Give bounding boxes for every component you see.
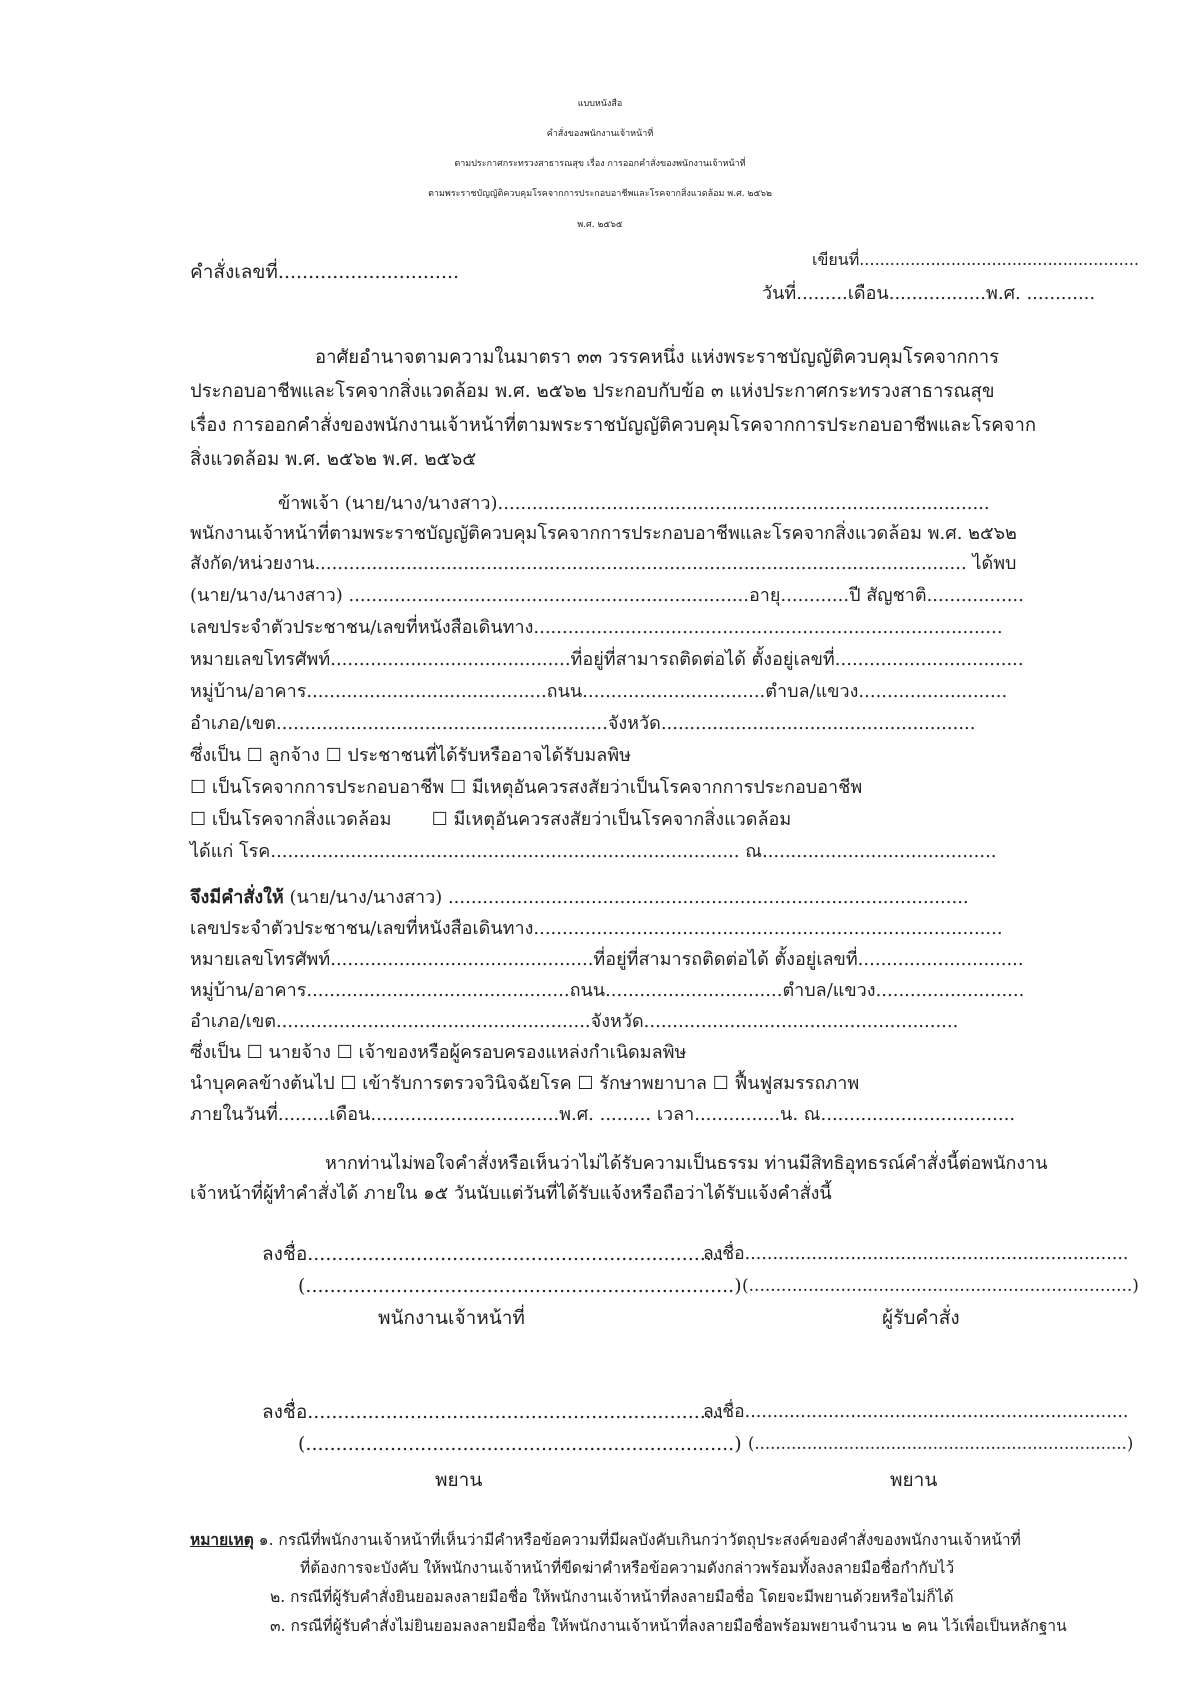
note-2: ๒. กรณีที่ผู้รับคำสั่งยินยอมลงลายมือชื่อ ให้พนักงานเจ้าหน้าที่ลงลายมือชื่อ โดยจะมีพยานด้วยหรือไม่ก็ได้	[270, 1588, 954, 1606]
intro-line: อาศัยอำนาจตามความในมาตรา ๓๓ วรรคหนึ่ง แห่งพระราชบัญญัติควบคุมโรคจากการ	[315, 347, 1000, 368]
finding-line: สังกัด/หน่วยงาน.................................................................................................................. ได้พบ	[190, 553, 1017, 574]
order-line: อำเภอ/เขต.......................................................จังหวัด.......................................................	[190, 1011, 959, 1032]
announcement-line: ตามประกาศกระทรวงสาธารณสุข เรื่อง การออกคำสั่งของพนักงานเจ้าหน้าที่	[454, 159, 746, 169]
finding-line: (นาย/นาง/นางสาว) ......................................................................อายุ............ปี สัญชาติ.................	[190, 585, 1024, 606]
officer-label: พนักงานเจ้าหน้าที่	[378, 1307, 525, 1329]
disease-field: ได้แก่ โรค.................................................................................. ณ.........................................	[190, 841, 997, 862]
appeal-line: หากท่านไม่พอใจคำสั่งหรือเห็นว่าไม่ได้รับความเป็นธรรม ท่านมีสิทธิอุทธรณ์คำสั่งนี้ต่อพนักงาน	[325, 1153, 1048, 1174]
order-line: ภายในวันที่.........เดือน.................................พ.ศ. ......... เวลา...............น. ณ..................................	[190, 1104, 1016, 1125]
note-line	[190, 1530, 1021, 1550]
notes-label: หมายเหตุ	[190, 1530, 254, 1549]
written-at-field: เขียนที่.......................................................	[812, 250, 1139, 269]
name-line: (.......................................................................)	[748, 1434, 1134, 1453]
date-field: วันที่.........เดือน.................พ.ศ. ............	[762, 283, 1096, 304]
order-number-field: คำสั่งเลขที่..............................	[190, 261, 460, 283]
order-line: เลขประจำตัวประชาชน/เลขที่หนังสือเดินทาง..................................................................................	[190, 918, 1003, 939]
intro-line: เรื่อง การออกคำสั่งของพนักงานเจ้าหน้าที่ตามพระราชบัญญัติควบคุมโรคจากการประกอบอาชีพและโรคจาก	[190, 415, 1037, 436]
finding-line: ข้าพเจ้า (นาย/นาง/นางสาว)......................................................................................	[278, 493, 990, 514]
finding-line: อำเภอ/เขต..........................................................จังหวัด.......................................................	[190, 713, 976, 734]
intro-line: สิ่งแวดล้อม พ.ศ. ๒๕๖๒ พ.ศ. ๒๕๖๕	[190, 449, 477, 470]
note-3: ๓. กรณีที่ผู้รับคำสั่งไม่ยินยอมลงลายมือชื่อ ให้พนักงานเจ้าหน้าที่ลงลายมือชื่อพร้อมพยานจำนวน ๒ คน ไว้เพื่อเป็นหลักฐาน	[270, 1617, 1067, 1635]
year-line: พ.ศ. ๒๕๖๕	[577, 220, 623, 230]
name-line: (.......................................................................)	[742, 1276, 1139, 1296]
order-line	[190, 886, 969, 910]
order-checkbox-line: ซึ่งเป็น ☐ นายจ้าง ☐ เจ้าของหรือผู้ครอบครองแหล่งกำเนิดมลพิษ	[190, 1042, 687, 1063]
order-line: หมายเลขโทรศัพท์..............................................ที่อยู่ที่สามารถติดต่อได้ ตั้งอยู่เลขที่.............................	[190, 949, 1024, 970]
note-1-cont: ที่ต้องการจะบังคับ ให้พนักงานเจ้าหน้าที่ขีดฆ่าคำหรือข้อความดังกล่าวพร้อมทั้งลงลายมือชื่อกำกับไว้	[300, 1559, 955, 1577]
appeal-line: เจ้าหน้าที่ผู้ทำคำสั่งได้ ภายใน ๑๕ วันนับแต่วันที่ได้รับแจ้งหรือถือว่าได้รับแจ้งคำสั่งนี้	[190, 1183, 832, 1204]
receiver-label: ผู้รับคำสั่ง	[882, 1307, 960, 1329]
witness-label: พยาน	[435, 1469, 483, 1491]
finding-line: เลขประจำตัวประชาชน/เลขที่หนังสือเดินทาง..................................................................................	[190, 617, 1003, 638]
order-name-field: (นาย/นาง/นางสาว) ...........................................................................................	[283, 887, 969, 908]
order-line: หมู่บ้าน/อาคาร..............................................ถนน...............................ตำบล/แขวง..........................	[190, 980, 1025, 1001]
finding-line: หมายเลขโทรศัพท์..........................................ที่อยู่ที่สามารถติดต่อได้ ตั้งอยู่เลขที่.................................	[190, 649, 1024, 670]
finding-line: พนักงานเจ้าหน้าที่ตามพระราชบัญญัติควบคุมโรคจากการประกอบอาชีพและโรคจากสิ่งแวดล้อม พ.ศ. ๒๕๖๒	[190, 523, 1017, 544]
order-title: คำสั่งของพนักงานเจ้าหน้าที่	[546, 129, 654, 139]
sign-line: ลงชื่อ.....................................................................	[703, 1244, 1129, 1264]
status-checkbox-line: ซึ่งเป็น ☐ ลูกจ้าง ☐ ประชาชนที่ได้รับหรืออาจได้รับมลพิษ	[190, 745, 631, 766]
finding-line: หมู่บ้าน/อาคาร..........................................ถนน................................ตำบล/แขวง..........................	[190, 681, 1008, 702]
order-checkbox-line: นำบุคคลข้างต้นไป ☐ เข้ารับการตรวจวินิจฉัยโรค ☐ รักษาพยาบาล ☐ ฟื้นฟูสมรรถภาพ	[190, 1073, 860, 1094]
order-heading: จึงมีคำสั่งให้	[190, 887, 284, 908]
sign-line: ลงชื่อ.....................................................................	[262, 1401, 724, 1423]
sign-line: ลงชื่อ.....................................................................	[703, 1402, 1129, 1422]
act-line: ตามพระราชบัญญัติควบคุมโรคจากการประกอบอาชีพและโรคจากสิ่งแวดล้อม พ.ศ. ๒๕๖๒	[428, 189, 772, 199]
disease-checkbox-line: ☐ เป็นโรคจากการประกอบอาชีพ ☐ มีเหตุอันควรสงสัยว่าเป็นโรคจากการประกอบอาชีพ	[190, 777, 863, 798]
disease-checkbox-line: ☐ เป็นโรคจากสิ่งแวดล้อม ☐ มีเหตุอันควรสงสัยว่าเป็นโรคจากสิ่งแวดล้อม	[190, 809, 792, 830]
witness-label: พยาน	[890, 1469, 938, 1491]
name-line: (.......................................................................)	[298, 1433, 742, 1455]
note-1: ๑. กรณีที่พนักงานเจ้าหน้าที่เห็นว่ามีคำหรือข้อความที่มีผลบังคับเกินกว่าวัตถุประสงค์ของคำสั่งของพนักงานเจ้าหน้าที่	[253, 1531, 1021, 1549]
intro-line: ประกอบอาชีพและโรคจากสิ่งแวดล้อม พ.ศ. ๒๕๖๒ ประกอบกับข้อ ๓ แห่งประกาศกระทรวงสาธารณสุข	[190, 381, 995, 402]
sign-line: ลงชื่อ.....................................................................	[262, 1243, 724, 1265]
name-line: (.......................................................................)	[298, 1275, 742, 1297]
form-type-title: แบบหนังสือ	[577, 99, 623, 109]
